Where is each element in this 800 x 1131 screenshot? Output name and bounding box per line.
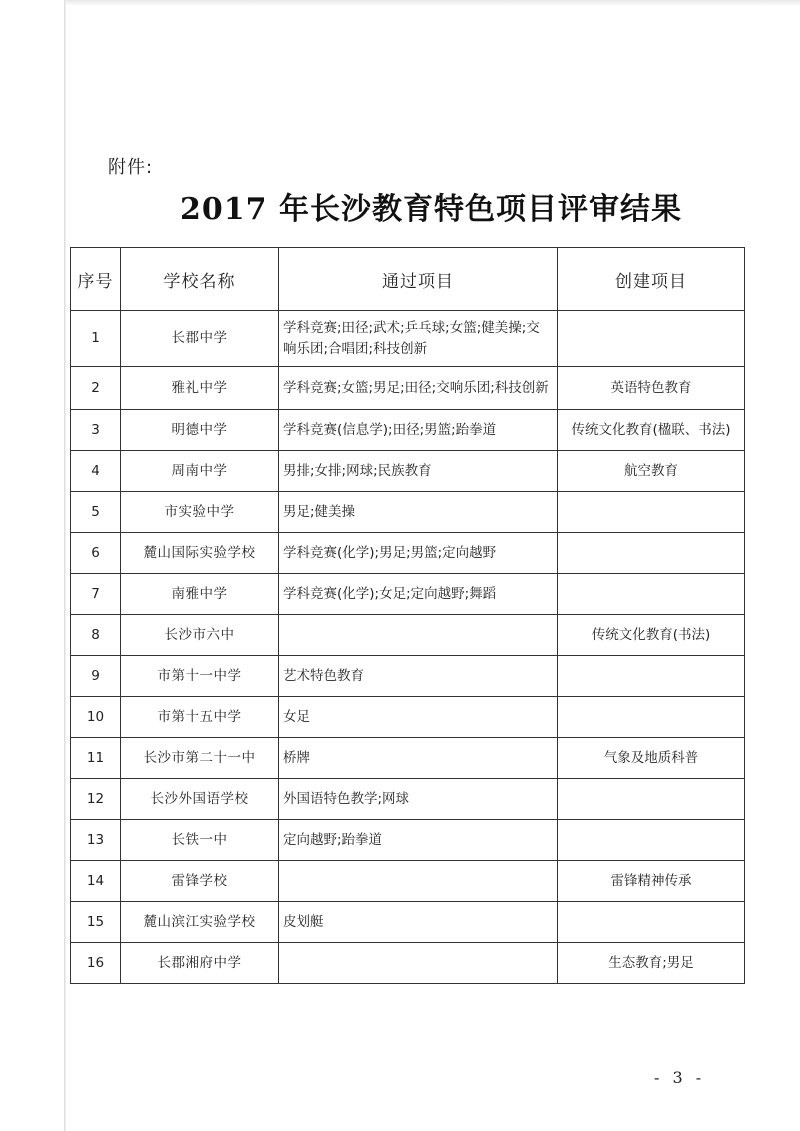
cell-created-projects: 生态教育;男足 [558,943,745,984]
cell-passed-projects: 学科竞赛(信息学);田径;男篮;跆拳道 [279,410,558,451]
cell-number: 1 [71,311,121,367]
header-passed: 通过项目 [279,248,558,311]
cell-created-projects [558,492,745,533]
table-row [71,861,745,902]
cell-created-projects [558,656,745,697]
table-row [71,820,745,861]
results-table [70,247,745,984]
cell-passed-projects [279,943,558,984]
cell-number: 9 [71,656,121,697]
cell-passed-projects [279,615,558,656]
cell-passed-projects: 桥牌 [279,738,558,779]
cell-number: 8 [71,615,121,656]
table-row [71,697,745,738]
cell-number: 3 [71,410,121,451]
scan-edge [64,0,66,1131]
cell-school-name: 长沙外国语学校 [121,779,279,820]
cell-school-name: 雅礼中学 [121,367,279,410]
table-row [71,451,745,492]
cell-created-projects [558,574,745,615]
cell-created-projects [558,820,745,861]
header-school: 学校名称 [121,248,279,311]
table-row [71,492,745,533]
table-row [71,943,745,984]
cell-school-name: 麓山国际实验学校 [121,533,279,574]
cell-number: 12 [71,779,121,820]
table-row [71,367,745,410]
cell-created-projects [558,697,745,738]
cell-created-projects: 传统文化教育(楹联、书法) [558,410,745,451]
document-title: 2017 年长沙教育特色项目评审结果 [180,192,682,227]
cell-number: 14 [71,861,121,902]
cell-created-projects [558,533,745,574]
cell-school-name: 市实验中学 [121,492,279,533]
cell-passed-projects: 外国语特色教学;网球 [279,779,558,820]
cell-number: 6 [71,533,121,574]
table-row [71,410,745,451]
cell-number: 10 [71,697,121,738]
cell-created-projects [558,779,745,820]
page-number: - 3 - [654,1068,706,1087]
cell-created-projects: 雷锋精神传承 [558,861,745,902]
cell-passed-projects: 女足 [279,697,558,738]
cell-number: 15 [71,902,121,943]
cell-school-name: 长沙市第二十一中 [121,738,279,779]
cell-passed-projects: 学科竞赛;田径;武术;乒乓球;女篮;健美操;交响乐团;合唱团;科技创新 [279,311,558,367]
cell-passed-projects [279,861,558,902]
cell-school-name: 长沙市六中 [121,615,279,656]
table-row [71,615,745,656]
cell-number: 11 [71,738,121,779]
cell-number: 2 [71,367,121,410]
table-row [71,738,745,779]
header-number: 序号 [71,248,121,311]
scan-edge-top [66,0,800,6]
table-header-row [71,248,745,311]
cell-school-name: 长郡中学 [121,311,279,367]
cell-created-projects [558,902,745,943]
cell-created-projects: 航空教育 [558,451,745,492]
cell-number: 16 [71,943,121,984]
cell-school-name: 周南中学 [121,451,279,492]
header-created: 创建项目 [558,248,745,311]
cell-created-projects: 英语特色教育 [558,367,745,410]
cell-number: 5 [71,492,121,533]
cell-passed-projects: 艺术特色教育 [279,656,558,697]
table-row [71,311,745,367]
cell-school-name: 市第十一中学 [121,656,279,697]
table-row [71,533,745,574]
cell-number: 4 [71,451,121,492]
cell-number: 7 [71,574,121,615]
cell-created-projects: 传统文化教育(书法) [558,615,745,656]
table-row [71,574,745,615]
attachment-label: 附件: [108,157,154,178]
cell-passed-projects: 学科竞赛(化学);女足;定向越野;舞蹈 [279,574,558,615]
cell-passed-projects: 定向越野;跆拳道 [279,820,558,861]
cell-school-name: 麓山滨江实验学校 [121,902,279,943]
cell-number: 13 [71,820,121,861]
cell-school-name: 长郡湘府中学 [121,943,279,984]
cell-school-name: 市第十五中学 [121,697,279,738]
table-row [71,656,745,697]
cell-school-name: 长铁一中 [121,820,279,861]
cell-created-projects: 气象及地质科普 [558,738,745,779]
cell-school-name: 雷锋学校 [121,861,279,902]
cell-passed-projects: 男足;健美操 [279,492,558,533]
cell-created-projects [558,311,745,367]
cell-passed-projects: 皮划艇 [279,902,558,943]
cell-school-name: 南雅中学 [121,574,279,615]
cell-passed-projects: 男排;女排;网球;民族教育 [279,451,558,492]
table-row [71,779,745,820]
cell-passed-projects: 学科竞赛(化学);男足;男篮;定向越野 [279,533,558,574]
cell-passed-projects: 学科竞赛;女篮;男足;田径;交响乐团;科技创新 [279,367,558,410]
cell-school-name: 明德中学 [121,410,279,451]
table-row [71,902,745,943]
